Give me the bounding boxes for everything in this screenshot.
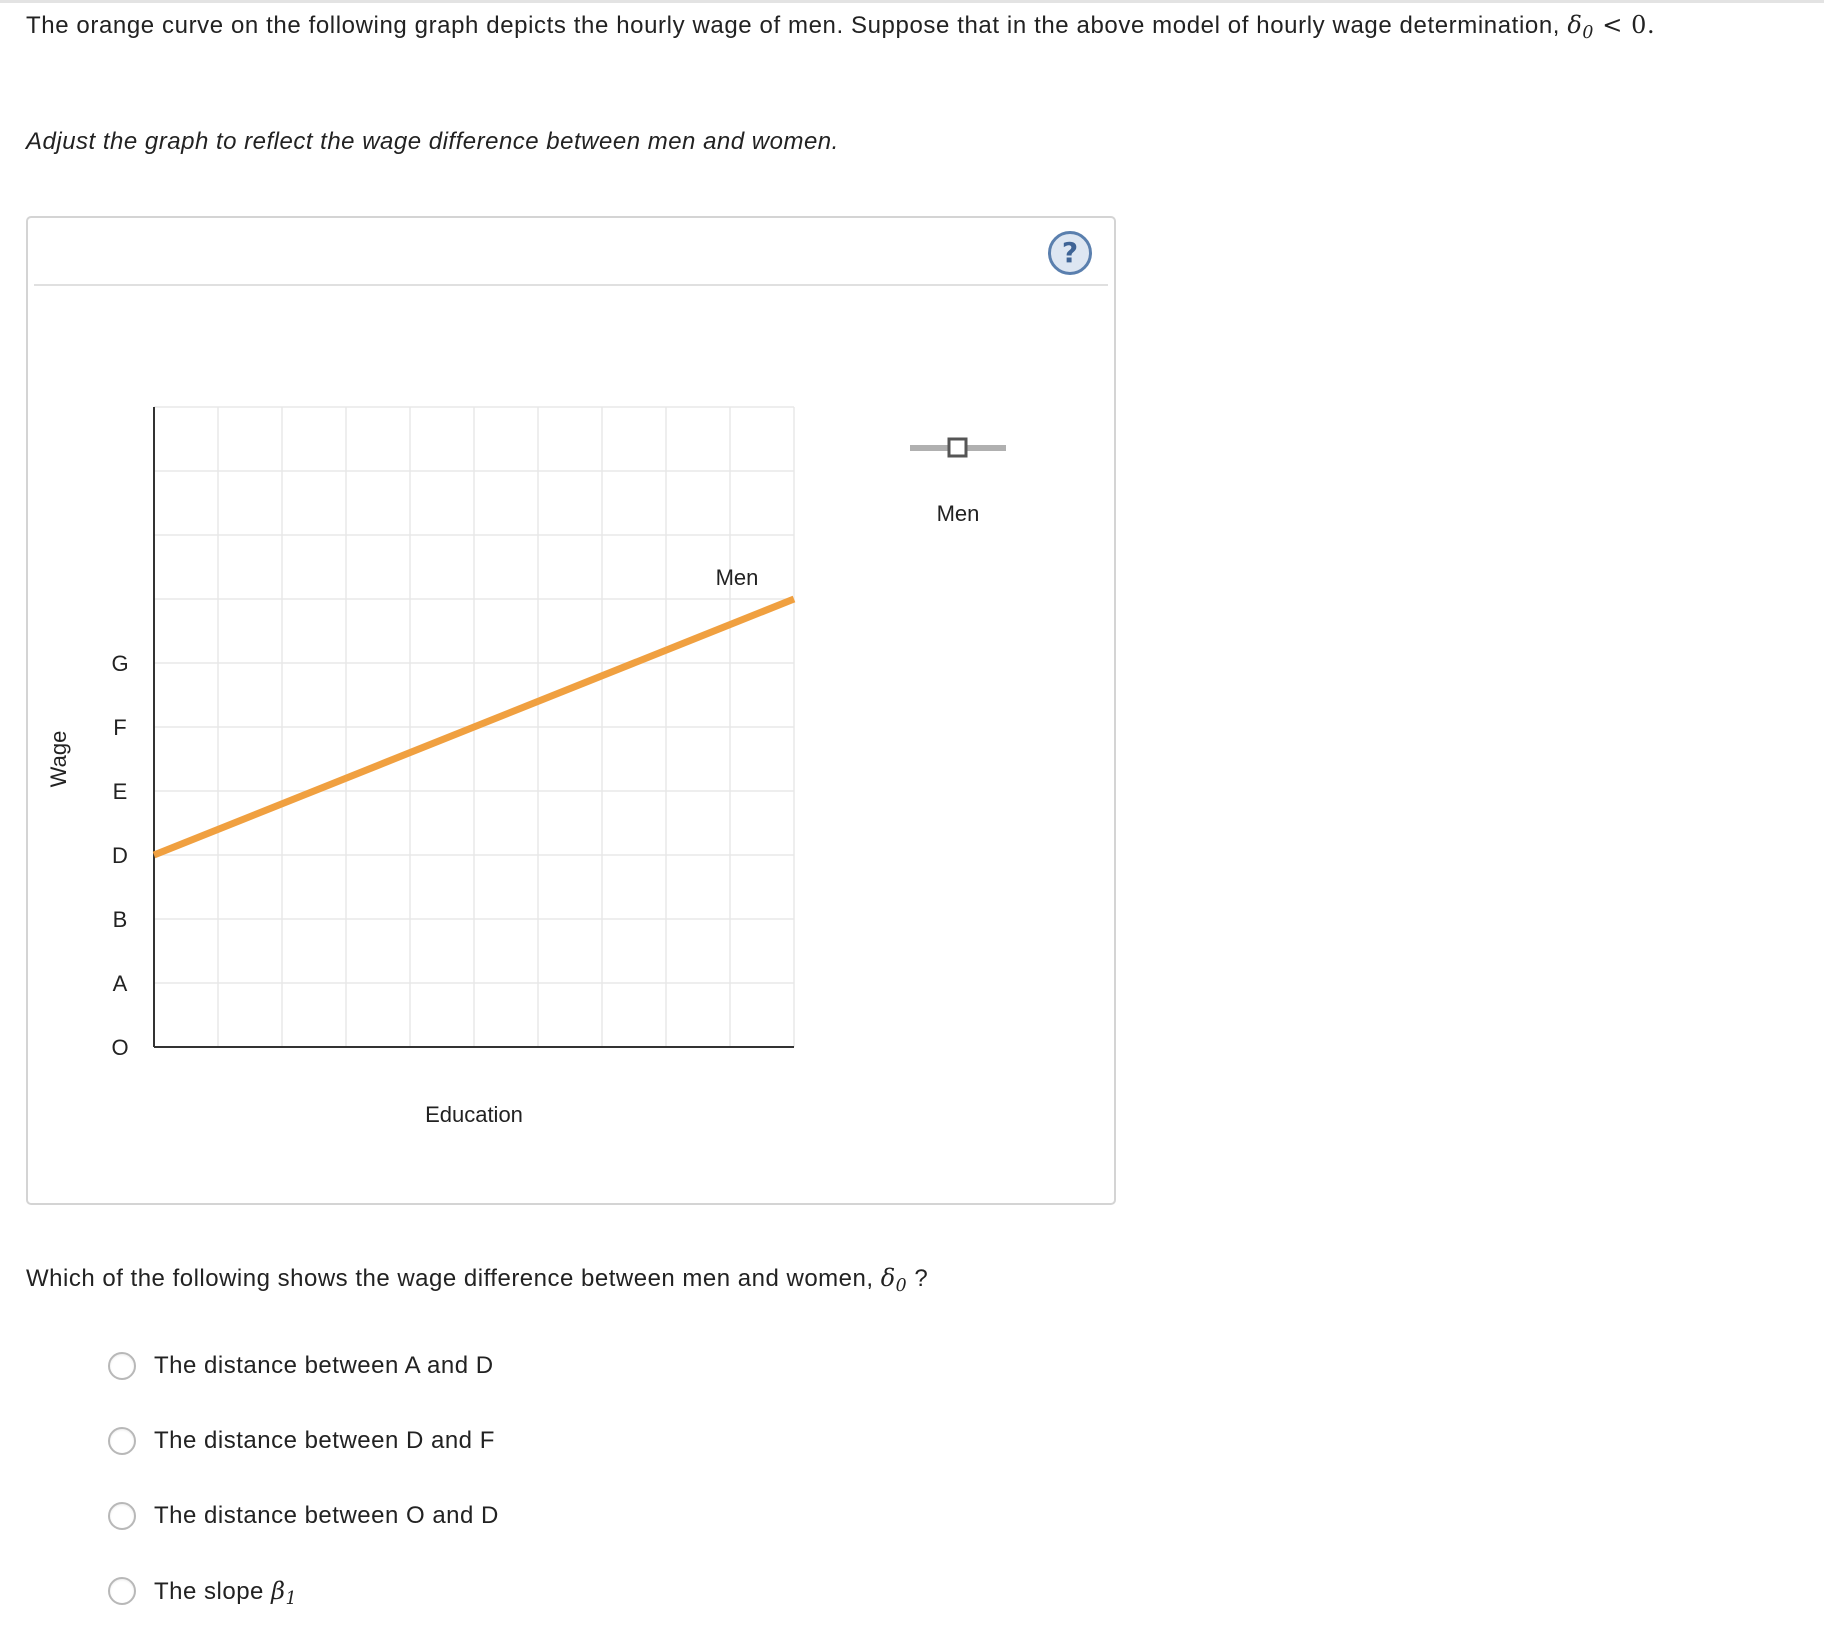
option-a-d[interactable] (108, 1349, 494, 1383)
radio-button[interactable] (108, 1427, 136, 1455)
men-line-label: Men (715, 565, 759, 590)
beta-letter: β (271, 1576, 286, 1605)
option-label: The distance between A and D (154, 1352, 494, 1379)
radio-button[interactable] (108, 1502, 136, 1530)
option-label-text: The slope (154, 1577, 272, 1605)
intro-sentence: The orange curve on the following graph depicts the hourly wage of men. Suppose that in the above model of hourly wage determination, (26, 12, 1561, 39)
graph-panel (26, 216, 1116, 1205)
y-tick-label: E (112, 779, 128, 804)
question-delta-letter: δ (880, 1264, 896, 1292)
beta-subscript: 1 (285, 1588, 297, 1609)
question-delta-symbol (880, 1264, 908, 1297)
question-end: ? (907, 1265, 929, 1292)
top-divider (0, 0, 1824, 3)
question-text (26, 1264, 929, 1297)
palette-handle-icon[interactable] (949, 439, 966, 456)
graph-svg (28, 218, 1114, 1203)
y-tick-label: G (111, 651, 129, 676)
option-label: The distance between O and D (154, 1502, 499, 1529)
delta-symbol (1567, 11, 1594, 44)
question-sentence: Which of the following shows the wage difference between men and women, (26, 1265, 874, 1292)
y-tick-label: A (112, 971, 128, 996)
delta-condition: < 0. (1593, 11, 1656, 39)
y-tick-labels (111, 651, 128, 1060)
y-axis-label: Wage (46, 730, 71, 788)
instruction-text: Adjust the graph to reflect the wage difference between men and women. (26, 128, 839, 155)
delta-subscript: 0 (1582, 23, 1594, 44)
radio-button[interactable] (108, 1352, 136, 1380)
option-o-d[interactable] (108, 1499, 499, 1533)
help-label: ? (1061, 236, 1079, 269)
question-delta-subscript: 0 (895, 1276, 908, 1297)
option-slope-beta1[interactable] (108, 1574, 297, 1608)
option-label (154, 1576, 297, 1609)
y-tick-label: D (112, 843, 128, 868)
option-d-f[interactable] (108, 1424, 495, 1458)
y-tick-label: B (112, 907, 128, 932)
delta-letter: δ (1567, 11, 1583, 39)
intro-text (26, 10, 1816, 44)
y-tick-label: F (113, 715, 127, 740)
palette-men-label: Men (936, 501, 980, 526)
x-axis-label: Education (425, 1102, 523, 1127)
y-tick-label: O (111, 1035, 129, 1060)
drawing-tool-palette[interactable] (910, 439, 1006, 526)
option-label: The distance between D and F (154, 1427, 495, 1454)
radio-button[interactable] (108, 1577, 136, 1605)
beta-symbol (271, 1576, 297, 1609)
